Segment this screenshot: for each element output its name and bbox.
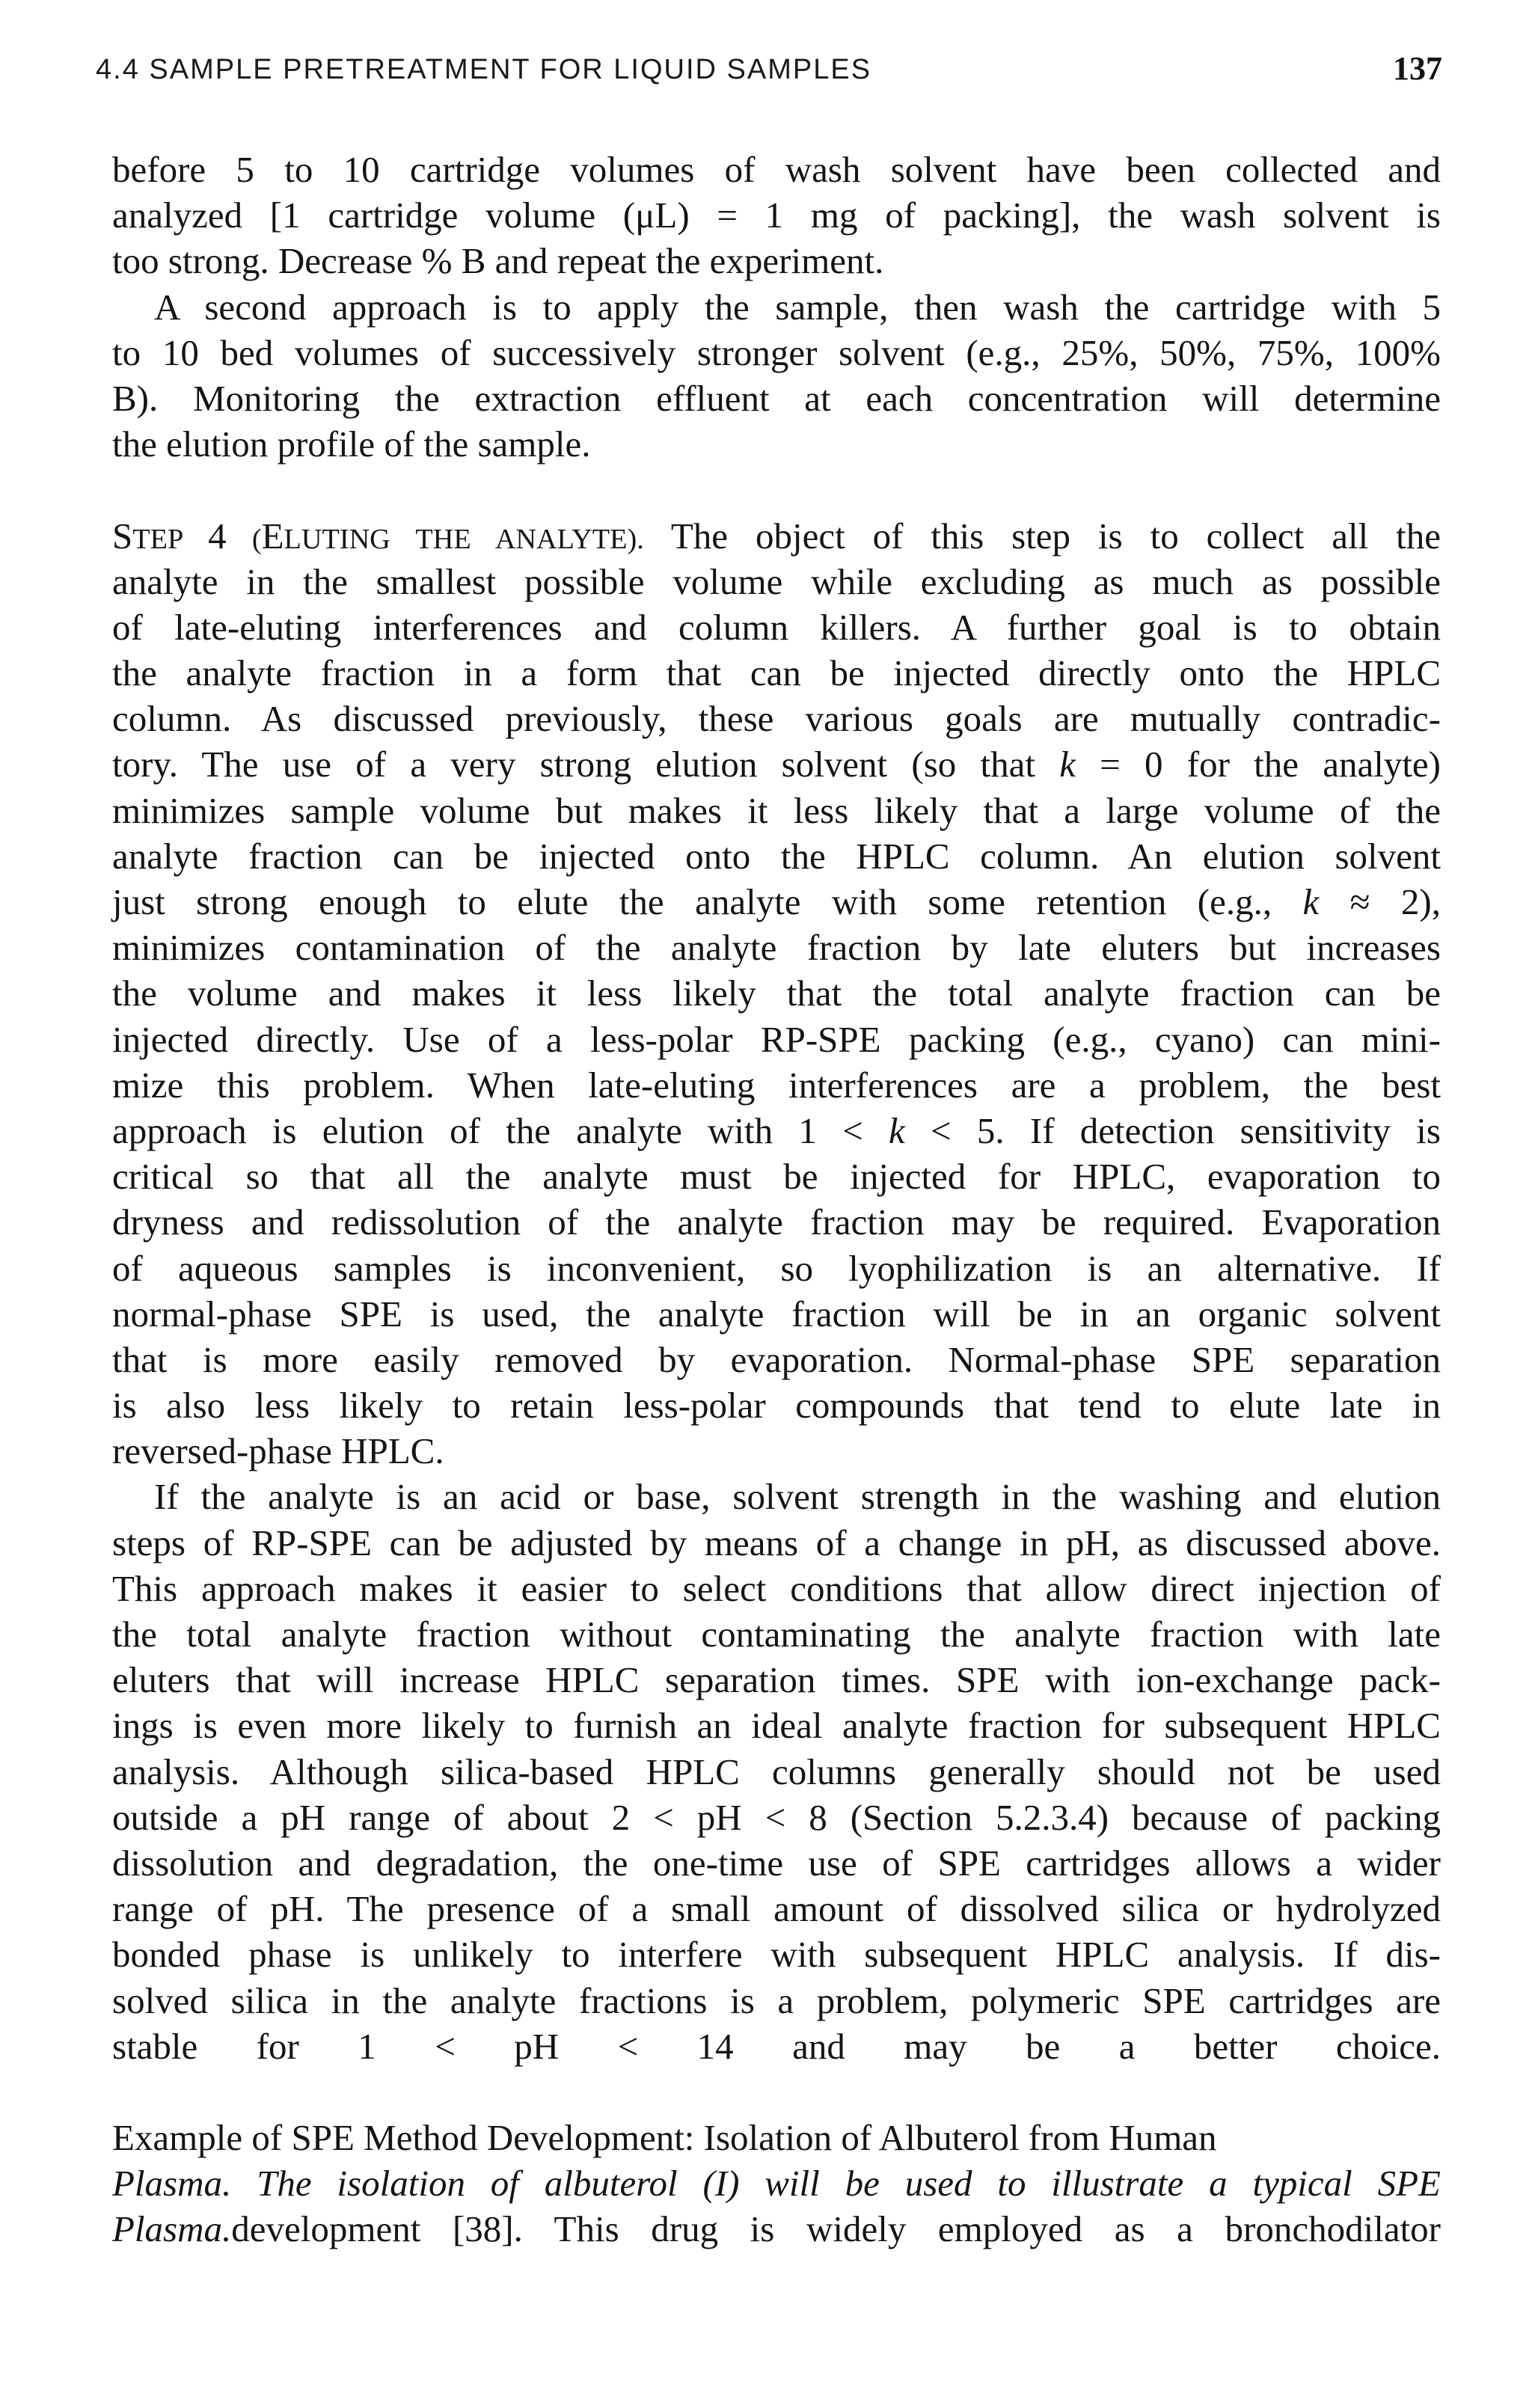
text-line: Plasma.development [38]. This drug is widely employed as a bronchodilator	[112, 2208, 1441, 2250]
text-line: is also less likely to retain less-polar compounds that tend to elute late in	[112, 1385, 1441, 1427]
text-line: of aqueous samples is inconvenient, so lyophilization is an alternative. If	[112, 1247, 1441, 1289]
text-line: minimizes contamination of the analyte fraction by late eluters but increases	[112, 927, 1441, 969]
text-line: column. As discussed previously, these various goals are mutually contradic-	[112, 698, 1441, 740]
text-line: reversed-phase HPLC.	[112, 1430, 444, 1472]
running-header	[96, 48, 1442, 93]
text-line: approach is elution of the analyte with 1 < k < 5. If detection sensitivity is	[112, 1109, 1441, 1151]
text-line: Example of SPE Method Development: Isolation of Albuterol from Human	[112, 2117, 1217, 2159]
text-line: that is more easily removed by evaporation. Normal-phase SPE separation	[112, 1338, 1441, 1380]
text-line: analyte in the smallest possible volume while excluding as much as possible	[112, 560, 1441, 602]
text-line	[112, 2160, 1441, 2206]
page-body	[112, 147, 1441, 2252]
text-line: bonded phase is unlikely to interfere with subsequent HPLC analysis. If dis-	[112, 1934, 1441, 1976]
text-line: If the analyte is an acid or base, solvent strength in the washing and elution	[154, 1476, 1441, 1518]
text-line: of late-eluting interferences and column killers. A further goal is to obtain	[112, 606, 1441, 648]
text-line: to 10 bed volumes of successively stronger solvent (e.g., 25%, 50%, 75%, 100%	[112, 331, 1441, 373]
text-line: solved silica in the analyte fractions is a problem, polymeric SPE cartridges are	[112, 1979, 1441, 2021]
text-line: injected directly. Use of a less-polar RP-SPE packing (e.g., cyano) can mini-	[112, 1018, 1441, 1060]
text-line: steps of RP-SPE can be adjusted by means of a change in pH, as discussed above.	[112, 1522, 1441, 1563]
text-line: the elution profile of the sample.	[112, 423, 591, 465]
text-line: eluters that will increase HPLC separation times. SPE with ion-exchange pack-	[112, 1659, 1441, 1701]
text-line: mize this problem. When late-eluting interferences are a problem, the best	[112, 1064, 1441, 1106]
text-line: B). Monitoring the extraction effluent at each concentration will determine	[112, 377, 1441, 419]
example-heading: Plasma. The isolation of albuterol (I) will be used to illustrate a typical SPE	[112, 2163, 1441, 2205]
text-line: the analyte fraction in a form that can be injected directly onto the HPLC	[112, 652, 1441, 694]
step-heading: STEP 4 (ELUTING THE ANALYTE).	[112, 515, 644, 557]
paragraph-gap	[112, 467, 1441, 512]
text-line: analysis. Although silica-based HPLC columns generally should not be used	[112, 1750, 1441, 1792]
text-line: tory. The use of a very strong elution solvent (so that k = 0 for the analyte)	[112, 744, 1441, 785]
text-line: ings is even more likely to furnish an ideal analyte fraction for subsequent HPLC	[112, 1705, 1441, 1747]
text-line: too strong. Decrease % B and repeat the experiment.	[112, 240, 884, 282]
page-number: 137	[1393, 50, 1442, 87]
text-line: A second approach is to apply the sample, then wash the cartridge with 5	[154, 286, 1441, 328]
text-line: dissolution and degradation, the one-time use of SPE cartridges allows a wider	[112, 1842, 1441, 1884]
text-line: the volume and makes it less likely that the total analyte fraction can be	[112, 972, 1441, 1014]
text-line: outside a pH range of about 2 < pH < 8 (Section 5.2.3.4) because of packing	[112, 1796, 1441, 1838]
paragraph-gap	[112, 2069, 1441, 2115]
text-line: normal-phase SPE is used, the analyte fraction will be in an organic solvent	[112, 1293, 1441, 1335]
text-line: the total analyte fraction without contaminating the analyte fraction with late	[112, 1614, 1441, 1655]
text-line: analyzed [1 cartridge volume (μL) = 1 mg of packing], the wash solvent is	[112, 194, 1441, 236]
text-line: critical so that all the analyte must be injected for HPLC, evaporation to	[112, 1156, 1441, 1198]
text-line: analyte fraction can be injected onto the HPLC column. An elution solvent	[112, 835, 1441, 877]
text-line: stable for 1 < pH < 14 and may be a better choice.	[112, 2025, 1441, 2067]
text-line: range of pH. The presence of a small amount of dissolved silica or hydrolyzed	[112, 1888, 1441, 1930]
text-line: dryness and redissolution of the analyte fraction may be required. Evaporation	[112, 1201, 1441, 1243]
text-line: This approach makes it easier to select conditions that allow direct injection of	[112, 1567, 1441, 1609]
running-header-title: 4.4 SAMPLE PRETREATMENT FOR LIQUID SAMPLES	[96, 54, 872, 85]
text-line: STEP 4 (ELUTING THE ANALYTE). The object of this step is to collect all the	[112, 515, 1441, 557]
text-line: minimizes sample volume but makes it less likely that a large volume of the	[112, 789, 1441, 831]
example-heading-end: Plasma.	[112, 2208, 232, 2250]
text-line: before 5 to 10 cartridge volumes of wash solvent have been collected and	[112, 149, 1441, 190]
text-line: just strong enough to elute the analyte with some retention (e.g., k ≈ 2),	[112, 881, 1441, 922]
